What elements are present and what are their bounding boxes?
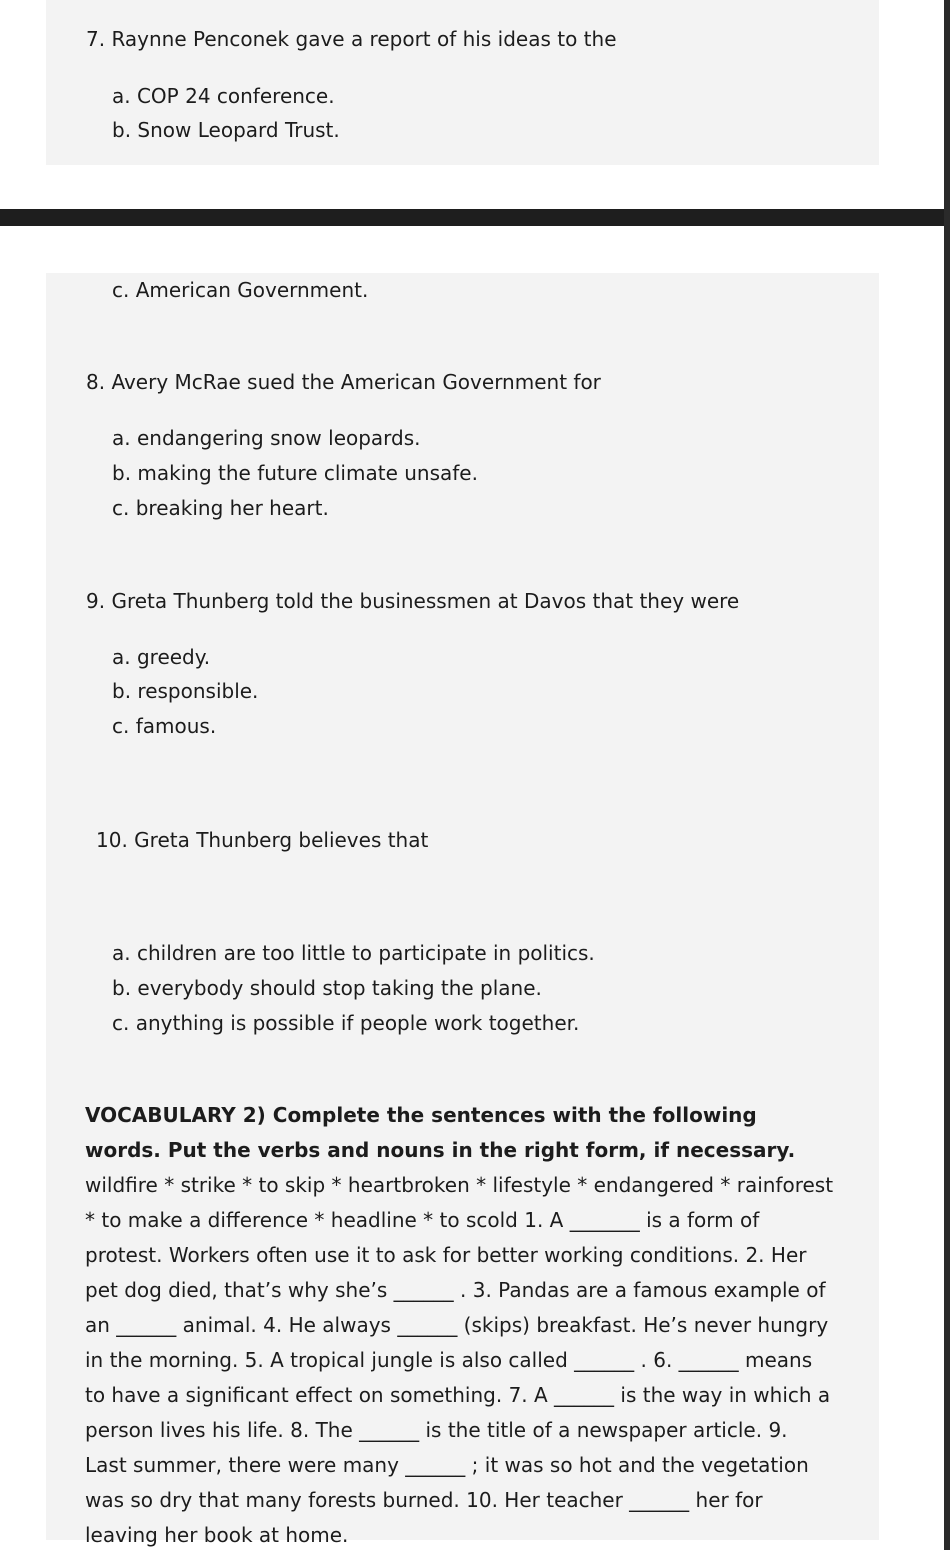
option-7a: a. COP 24 conference.	[112, 84, 335, 108]
vocabulary-body: wildfire * strike * to skip * heartbroken * lifestyle * endangered * rainforest * to make a difference * headline * to scold 1. A _______ is a form of protest. Workers often use it to ask for better working conditions. 2. Her pet dog died, that’s why she’s ______ . 3. Pandas are a famous example of an ______ animal. 4. He always ______ (skips) breakfast. He’s never hungry in the morning. 5. A tropical jungle is also called ______ . 6. ______ means to have a significant effect on something. 7. A ______ is the way in which a person lives his life. 8. The ______ is the title of a newspaper article. 9. Last summer, there were many ______ ; it was so hot and the vegetation was so dry that many forests burned. 10. Her teacher ______ her for leaving her book at home.	[85, 1173, 834, 1547]
window-edge	[944, 0, 950, 1550]
question-text: Avery McRae sued the American Government for	[111, 370, 601, 394]
question-text: Greta Thunberg believes that	[134, 828, 429, 852]
question-10	[96, 828, 428, 852]
page-divider	[0, 209, 950, 226]
question-8	[86, 370, 601, 394]
option-8c: c. breaking her heart.	[112, 496, 329, 520]
question-number: 8.	[86, 370, 106, 394]
question-number: 9.	[86, 589, 106, 613]
question-number: 7.	[86, 27, 106, 51]
option-9c: c. famous.	[112, 714, 217, 738]
option-10a: a. children are too little to participate in politics.	[112, 941, 595, 965]
option-9b: b. responsible.	[112, 679, 259, 703]
question-number: 10.	[96, 828, 128, 852]
option-9a: a. greedy.	[112, 645, 211, 669]
question-text: Greta Thunberg told the businessmen at Davos that they were	[111, 589, 740, 613]
option-10c: c. anything is possible if people work together.	[112, 1011, 580, 1035]
question-9	[86, 589, 739, 613]
question-text: Raynne Penconek gave a report of his ideas to the	[111, 27, 617, 51]
question-7	[86, 27, 617, 51]
option-8b: b. making the future climate unsafe.	[112, 461, 478, 485]
option-7b: b. Snow Leopard Trust.	[112, 118, 340, 142]
option-10b: b. everybody should stop taking the plane.	[112, 976, 542, 1000]
vocabulary-exercise	[85, 1098, 835, 1553]
option-8a: a. endangering snow leopards.	[112, 426, 421, 450]
option-7c: c. American Government.	[112, 278, 369, 302]
vocabulary-heading: VOCABULARY 2) Complete the sentences with the following words. Put the verbs and nouns in the right form, if necessary.	[85, 1103, 796, 1162]
